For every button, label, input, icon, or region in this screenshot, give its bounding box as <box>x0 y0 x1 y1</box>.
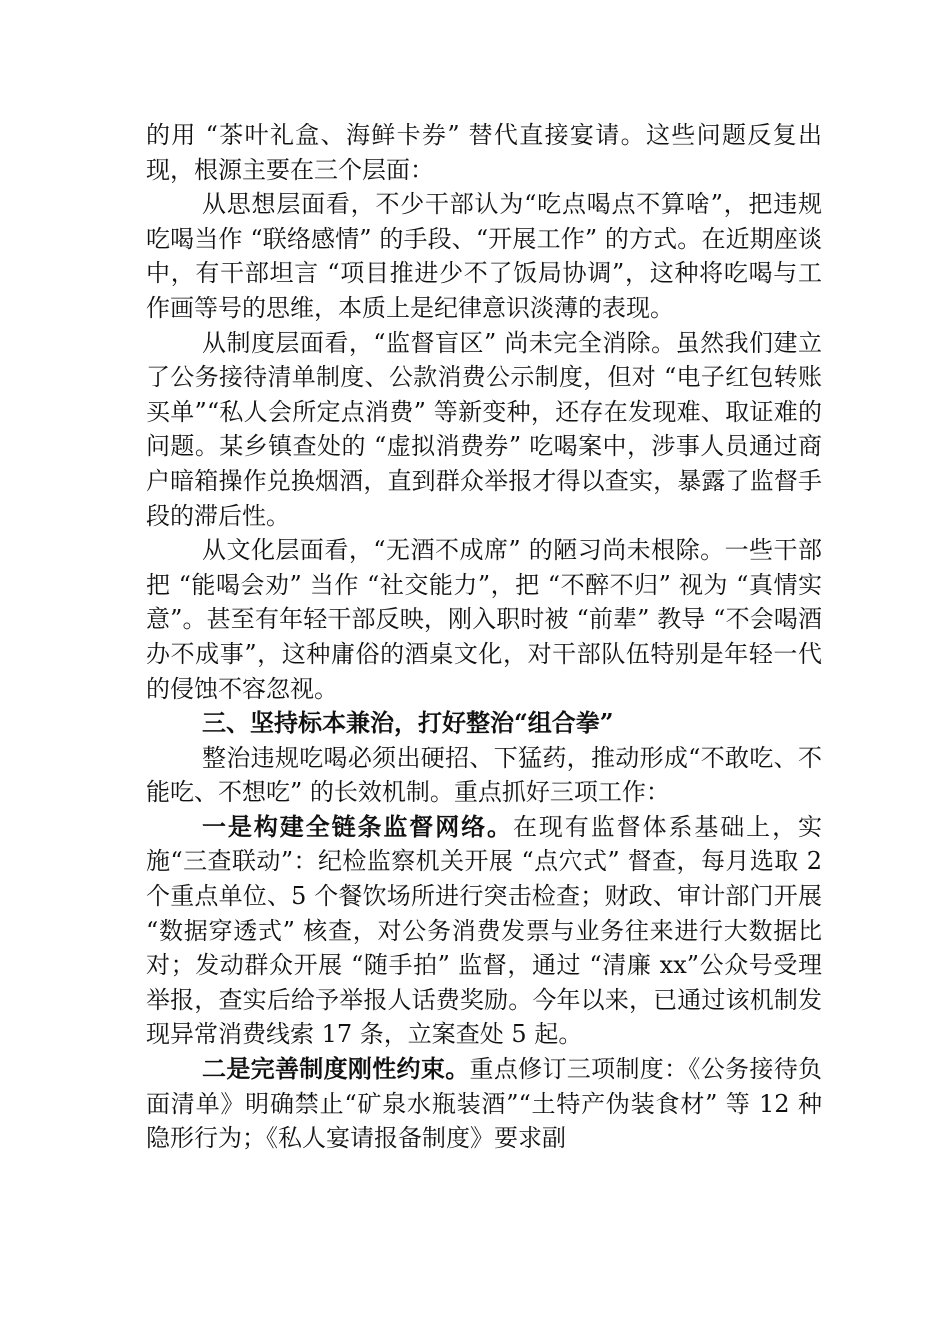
paragraph-culture: 从文化层面看，“无酒不成席” 的陋习尚未根除。一些干部把 “能喝会劝” 当作 “社交能力”，把 “不醉不归” 视为 “真情实意”。甚至有年轻干部反映，刚入职时被 “前辈” 教导 “不会喝酒办不成事”，这种庸俗的酒桌文化，对干部队伍特别是年轻一代的侵蚀不容忽视。 <box>146 536 822 703</box>
paragraph-supervision-lead: 一是构建全链条监督网络。 <box>202 811 513 841</box>
paragraph-rules <box>146 1052 822 1156</box>
paragraph-rules-body: 重点修订三项制度：《公务接待负面清单》明确禁止“矿泉水瓶装酒”“土特产伪装食材” 等 12 种隐形行为；《私人宴请报备制度》要求副 <box>146 1055 823 1153</box>
paragraph-1: 的用 “茶叶礼盒、海鲜卡券” 替代直接宴请。这些问题反复出现，根源主要在三个层面： <box>146 121 822 184</box>
paragraph-ideology: 从思想层面看，不少干部认为“吃点喝点不算啥”，把违规吃喝当作 “联络感情” 的手段、“开展工作” 的方式。在近期座谈中，有干部坦言 “项目推进少不了饭局协调”，这种将吃喝与工作画等号的思维，本质上是纪律意识淡薄的表现。 <box>146 190 822 322</box>
paragraph-intro: 整治违规吃喝必须出硬招、下猛药，推动形成“不敢吃、不能吃、不想吃” 的长效机制。重点抓好三项工作： <box>146 743 822 807</box>
body-text <box>146 118 822 1156</box>
paragraph-supervision-body: 在现有监督体系基础上，实施“三查联动”：纪检监察机关开展 “点穴式” 督查，每月选取 2 个重点单位、5 个餐饮场所进行突击检查；财政、审计部门开展 “数据穿透式” 核查，对公务消费发票与业务往来进行大数据比对；发动群众开展 “随手拍” 监督，通过 “清廉 xx”公众号受理举报，查实后给予举报人话费奖励。今年以来，已通过该机制发现异常消费线索 17 条，立案查处 5 起。 <box>146 812 823 1049</box>
section-heading: 三、坚持标本兼治，打好整治“组合拳” <box>202 708 614 738</box>
paragraph-rules-lead: 二是完善制度刚性约束。 <box>202 1054 470 1084</box>
paragraph-system: 从制度层面看，“监督盲区” 尚未完全消除。虽然我们建立了公务接待清单制度、公款消费公示制度，但对 “电子红包转账买单”“私人会所定点消费” 等新变种，还存在发现难、取证难的问题。某乡镇查处的 “虚拟消费券” 吃喝案中，涉事人员通过商户暗箱操作兑换烟酒，直到群众举报才得以查实，暴露了监督手段的滞后性。 <box>146 328 822 530</box>
paragraph-supervision <box>146 810 822 1052</box>
